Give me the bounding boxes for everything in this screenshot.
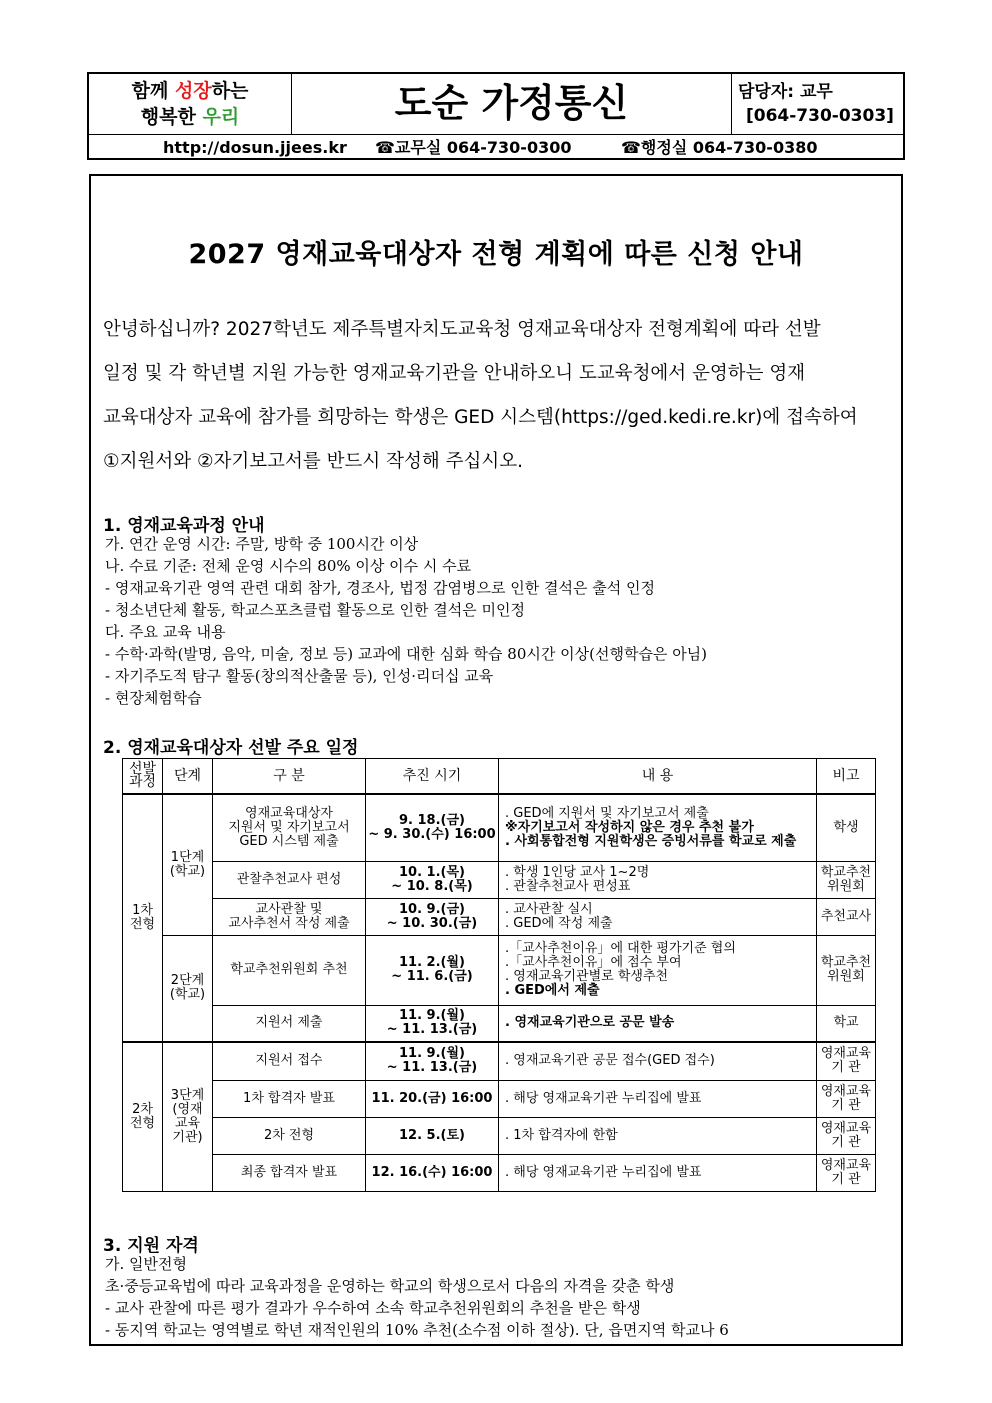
table-row: [123, 935, 876, 1005]
content-cell: . 해당 영재교육기관 누리집에 발표: [499, 1080, 817, 1117]
date-cell: 11. 9.(월) ~ 11. 13.(금): [366, 1005, 499, 1042]
intro-paragraph: [103, 308, 893, 484]
date-cell: 11. 9.(월) ~ 11. 13.(금): [366, 1042, 499, 1080]
content-line: . GED에서 제출: [505, 983, 600, 998]
date-cell: 10. 1.(목) ~ 10. 8.(목): [366, 861, 499, 898]
office-phone-1: ☎교무실 064-730-0300: [375, 138, 572, 157]
column-header: 내 용: [499, 759, 817, 795]
note-cell: 영재교육 기 관: [817, 1154, 876, 1191]
column-header: 선발 과정: [123, 759, 163, 795]
table-header-row: [123, 759, 876, 795]
date-cell: 12. 16.(수) 16:00: [366, 1154, 499, 1191]
process-cell: 1차 전형: [123, 794, 163, 1042]
motto-text: 하는: [211, 80, 249, 102]
item-cell: 지원서 접수: [213, 1042, 366, 1080]
item-cell: 학교추천위원회 추천: [213, 935, 366, 1005]
contact-phone: [064-730-0303]: [746, 106, 894, 126]
note-cell: 영재교육 기 관: [817, 1117, 876, 1154]
body-line: 가. 일반전형: [105, 1255, 187, 1273]
note-cell: 학교추천 위원회: [817, 861, 876, 898]
motto-highlight: 성장: [174, 80, 212, 102]
body-line: - 청소년단체 활동, 학교스포츠클럽 활동으로 인한 결석은 미인정: [105, 601, 525, 619]
date-cell: 11. 20.(금) 16:00: [366, 1080, 499, 1117]
content-cell: [499, 935, 817, 1005]
table-row: [123, 1042, 876, 1080]
stage-cell: 1단계 (학교): [163, 794, 213, 935]
contact-label: 담당자: 교무: [738, 82, 833, 102]
section3-heading: 3. 지원 자격: [103, 1236, 199, 1256]
body-line: - 현장체험학습: [105, 689, 202, 707]
date-cell: 9. 18.(금) ~ 9. 30.(수) 16:00: [366, 794, 499, 861]
stage-cell: 2단계 (학교): [163, 935, 213, 1042]
item-cell: 1차 합격자 발표: [213, 1080, 366, 1117]
column-header: 추진 시기: [366, 759, 499, 795]
content-note: ※자기보고서 작성하지 않은 경우 추천 불가: [505, 819, 754, 835]
item-cell: 지원서 제출: [213, 1005, 366, 1042]
table-row: [123, 794, 876, 861]
office-phone-2: ☎행정실 064-730-0380: [621, 138, 818, 157]
body-line: 초·중등교육법에 따라 교육과정을 운영하는 학교의 학생으로서 다음의 자격을 갖춘 학생: [105, 1277, 675, 1295]
content-cell: . 1차 합격자에 한함: [499, 1117, 817, 1154]
content-line: .「교사추천이유」에 대한 평가기준 협의 .「교사추천이유」에 점수 부여 . 영재교육기관별로 학생추천: [505, 941, 736, 984]
contact-info: [732, 74, 903, 134]
item-cell: 교사관찰 및 교사추천서 작성 제출: [213, 898, 366, 935]
body-line: 나. 수료 기준: 전체 운영 시수의 80% 이상 이수 시 수료: [105, 557, 472, 575]
body-line: 가. 연간 운영 시간: 주말, 방학 중 100시간 이상: [105, 535, 419, 553]
motto-highlight: 우리: [202, 106, 240, 128]
date-cell: 12. 5.(토): [366, 1117, 499, 1154]
stage-cell: 3단계 (영재 교육 기관): [163, 1042, 213, 1191]
body-line: - 자기주도적 탐구 활동(창의적산출물 등), 인성·리더십 교육: [105, 667, 494, 685]
section2-heading: 2. 영재교육대상자 선발 주요 일정: [103, 738, 359, 758]
content-line: . GED에 지원서 및 자기보고서 제출: [505, 805, 709, 821]
column-header: 단계: [163, 759, 213, 795]
date-cell: 10. 9.(금) ~ 10. 30.(금): [366, 898, 499, 935]
table-row: [123, 861, 876, 898]
section3-body: [105, 1253, 895, 1341]
item-cell: 영재교육대상자 지원서 및 자기보고서 GED 시스템 제출: [213, 794, 366, 861]
table-row: [123, 1154, 876, 1191]
table-row: [123, 898, 876, 935]
date-cell: 11. 2.(월) ~ 11. 6.(금): [366, 935, 499, 1005]
school-motto: [89, 74, 292, 134]
table-row: [123, 1080, 876, 1117]
intro-line: 안녕하십니까? 2027학년도 제주특별자치도교육청 영재교육대상자 전형계획에 따라 선발: [103, 319, 821, 340]
intro-line: 교육대상자 교육에 참가를 희망하는 학생은 GED 시스템(https://ged.kedi.re.kr)에 접속하여: [103, 407, 858, 428]
note-cell: 영재교육 기 관: [817, 1080, 876, 1117]
body-line: - 수학·과학(발명, 음악, 미술, 정보 등) 교과에 대한 심화 학습 80시간 이상(선행학습은 아님): [105, 645, 708, 663]
newsletter-title: 도순 가정통신: [292, 74, 732, 134]
note-cell: 학생: [817, 794, 876, 861]
table-row: [123, 1117, 876, 1154]
newsletter-header: [87, 72, 905, 160]
process-cell: 2차 전형: [123, 1042, 163, 1191]
content-cell: . 영재교육기관 공문 접수(GED 접수): [499, 1042, 817, 1080]
content-cell: [499, 794, 817, 861]
section1-heading: 1. 영재교육과정 안내: [103, 516, 265, 536]
content-cell: . 교사관찰 실시 . GED에 작성 제출: [499, 898, 817, 935]
content-cell: . 영재교육기관으로 공문 발송: [499, 1005, 817, 1042]
item-cell: 관찰추천교사 편성: [213, 861, 366, 898]
content-line: . 사회통합전형 지원학생은 증빙서류를 학교로 제출: [505, 833, 797, 849]
motto-text: 함께: [131, 80, 175, 102]
body-line: - 동지역 학교는 영역별로 학년 재적인원의 10% 추천(소수점 이하 절상). 단, 읍면지역 학교나 6: [105, 1321, 729, 1339]
section1-body: [105, 533, 707, 709]
motto-text: 행복한: [140, 106, 203, 128]
note-cell: 추천교사: [817, 898, 876, 935]
body-line: 다. 주요 교육 내용: [105, 623, 226, 641]
schedule-table: [122, 758, 876, 1192]
note-cell: 학교추천 위원회: [817, 935, 876, 1005]
column-header: 구 분: [213, 759, 366, 795]
content-cell: . 해당 영재교육기관 누리집에 발표: [499, 1154, 817, 1191]
table-row: [123, 1005, 876, 1042]
item-cell: 2차 전형: [213, 1117, 366, 1154]
note-cell: 영재교육 기 관: [817, 1042, 876, 1080]
intro-line: 일정 및 각 학년별 지원 가능한 영재교육기관을 안내하오니 도교육청에서 운영하는 영재: [103, 363, 806, 384]
school-url[interactable]: http://dosun.jjees.kr: [163, 138, 347, 157]
item-cell: 최종 합격자 발표: [213, 1154, 366, 1191]
note-cell: 학교: [817, 1005, 876, 1042]
body-line: - 영재교육기관 영역 관련 대회 참가, 경조사, 법정 감염병으로 인한 결석은 출석 인정: [105, 579, 655, 597]
document-title: 2027 영재교육대상자 전형 계획에 따른 신청 안내: [188, 239, 804, 270]
body-line: - 교사 관찰에 따른 평가 결과가 우수하여 소속 학교추천위원회의 추천을 받은 학생: [105, 1299, 641, 1317]
intro-line: ①지원서와 ②자기보고서를 반드시 작성해 주십시오.: [103, 451, 523, 472]
column-header: 비고: [817, 759, 876, 795]
content-cell: . 학생 1인당 교사 1~2명 . 관찰추천교사 편성표: [499, 861, 817, 898]
header-info-bar: [89, 134, 903, 158]
